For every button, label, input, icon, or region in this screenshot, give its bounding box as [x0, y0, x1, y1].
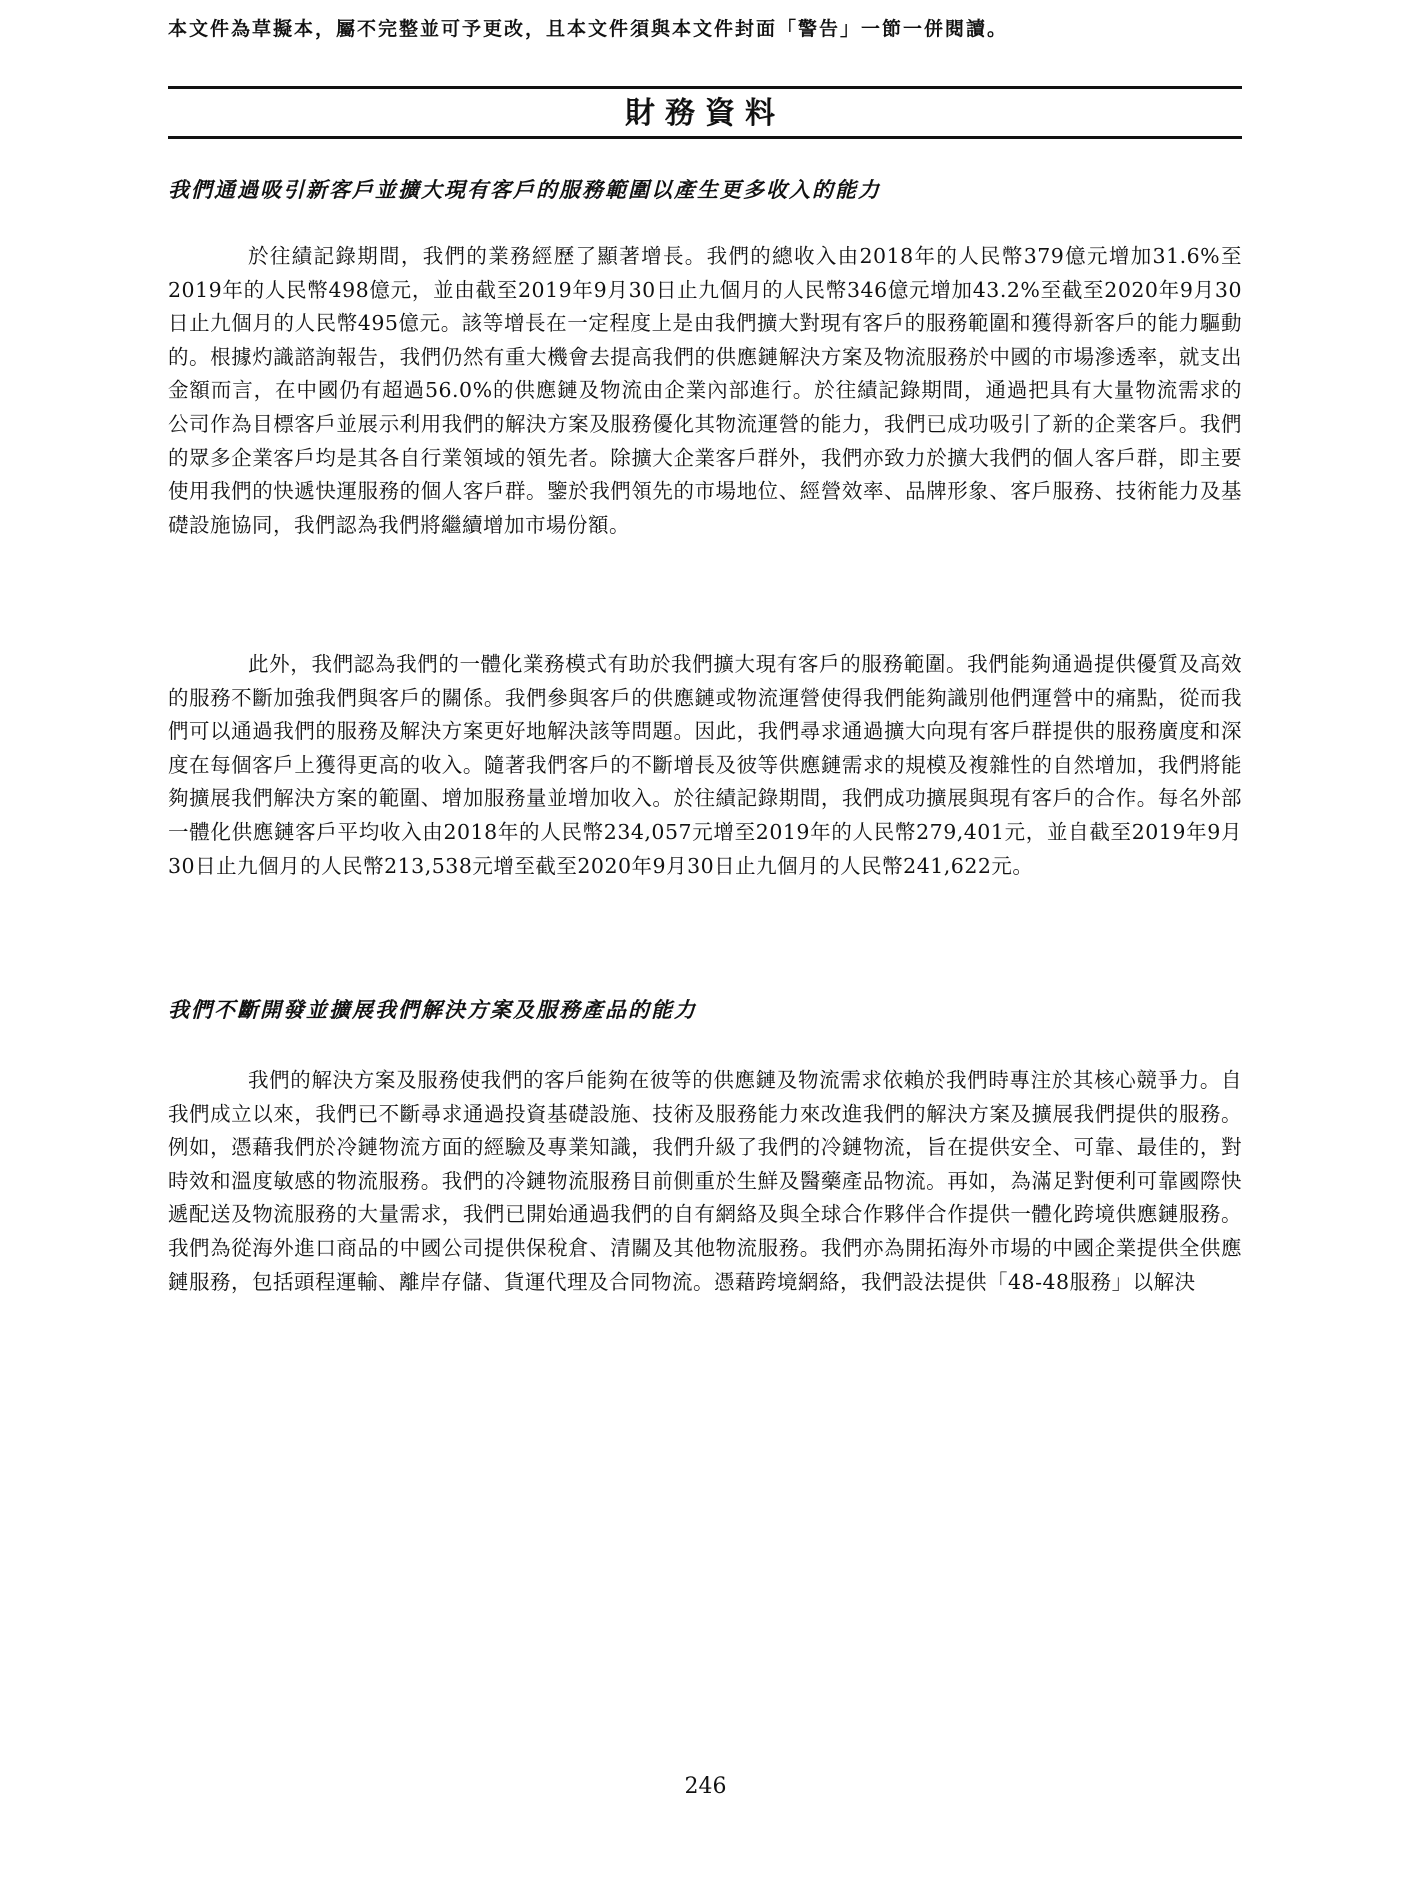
- body-paragraph: 我們的解決方案及服務使我們的客戶能夠在彼等的供應鏈及物流需求依賴於我們時專注於其核心競爭力。自我們成立以來，我們已不斷尋求通過投資基礎設施、技術及服務能力來改進我們的解決方案及擴展我們提供的服務。例如，憑藉我們於冷鏈物流方面的經驗及專業知識，我們升級了我們的冷鏈物流，旨在提供安全、可靠、最佳的，對時效和溫度敏感的物流服務。我們的冷鏈物流服務目前側重於生鮮及醫藥產品物流。再如，為滿足對便利可靠國際快遞配送及物流服務的大量需求，我們已開始通過我們的自有網絡及與全球合作夥伴合作提供一體化跨境供應鏈服務。我們為從海外進口商品的中國公司提供保稅倉、清關及其他物流服務。我們亦為開拓海外市場的中國企業提供全供應鏈服務，包括頭程運輸、離岸存儲、貨運代理及合同物流。憑藉跨境網絡，我們設法提供「48-48服務」以解決: [168, 1068, 1242, 1294]
- subheading-new-customers: 我們通過吸引新客戶並擴大現有客戶的服務範圍以產生更多收入的能力: [168, 177, 881, 202]
- body-paragraph: 於往績記錄期間，我們的業務經歷了顯著增長。我們的總收入由2018年的人民幣379億元增加31.6%至2019年的人民幣498億元，並由截至2019年9月30日止九個月的人民幣346億元增加43.2%至截至2020年9月30日止九個月的人民幣495億元。該等增長在一定程度上是由我們擴大對現有客戶的服務範圍和獲得新客戶的能力驅動的。根據灼識諮詢報告，我們仍然有重大機會去提高我們的供應鏈解決方案及物流服務於中國的市場滲透率，就支出金額而言，在中國仍有超過56.0%的供應鏈及物流由企業內部進行。於往績記錄期間，通過把具有大量物流需求的公司作為目標客戶並展示利用我們的解決方案及服務優化其物流運營的能力，我們已成功吸引了新的企業客戶。我們的眾多企業客戶均是其各自行業領域的領先者。除擴大企業客戶群外，我們亦致力於擴大我們的個人客戶群，即主要使用我們的快遞快運服務的個人客戶群。鑒於我們領先的市場地位、經營效率、品牌形象、客戶服務、技術能力及基礎設施協同，我們認為我們將繼續增加市場份額。: [168, 244, 1242, 537]
- draft-warning-notice: 本文件為草擬本，屬不完整並可予更改，且本文件須與本文件封面「警告」一節一併閱讀。: [168, 18, 1009, 40]
- body-paragraph: 此外，我們認為我們的一體化業務模式有助於我們擴大現有客戶的服務範圍。我們能夠通過提供優質及高效的服務不斷加強我們與客戶的關係。我們參與客戶的供應鏈或物流運營使得我們能夠識別他們運營中的痛點，從而我們可以通過我們的服務及解決方案更好地解決該等問題。因此，我們尋求通過擴大向現有客戶群提供的服務廣度和深度在每個客戶上獲得更高的收入。隨著我們客戶的不斷增長及彼等供應鏈需求的規模及複雜性的自然增加，我們將能夠擴展我們解決方案的範圍、增加服務量並增加收入。於往績記錄期間，我們成功擴展與現有客戶的合作。每名外部一體化供應鏈客戶平均收入由2018年的人民幣234,057元增至2019年的人民幣279,401元，並自截至2019年9月30日止九個月的人民幣213,538元增至截至2020年9月30日止九個月的人民幣241,622元。: [168, 652, 1242, 878]
- subheading-solutions-expansion: 我們不斷開發並擴展我們解決方案及服務產品的能力: [168, 997, 697, 1022]
- title-rule-top: [168, 86, 1242, 89]
- title-rule-bottom: [168, 136, 1242, 139]
- section-title: 財務資料: [625, 96, 785, 131]
- page-number: 246: [684, 1774, 727, 1799]
